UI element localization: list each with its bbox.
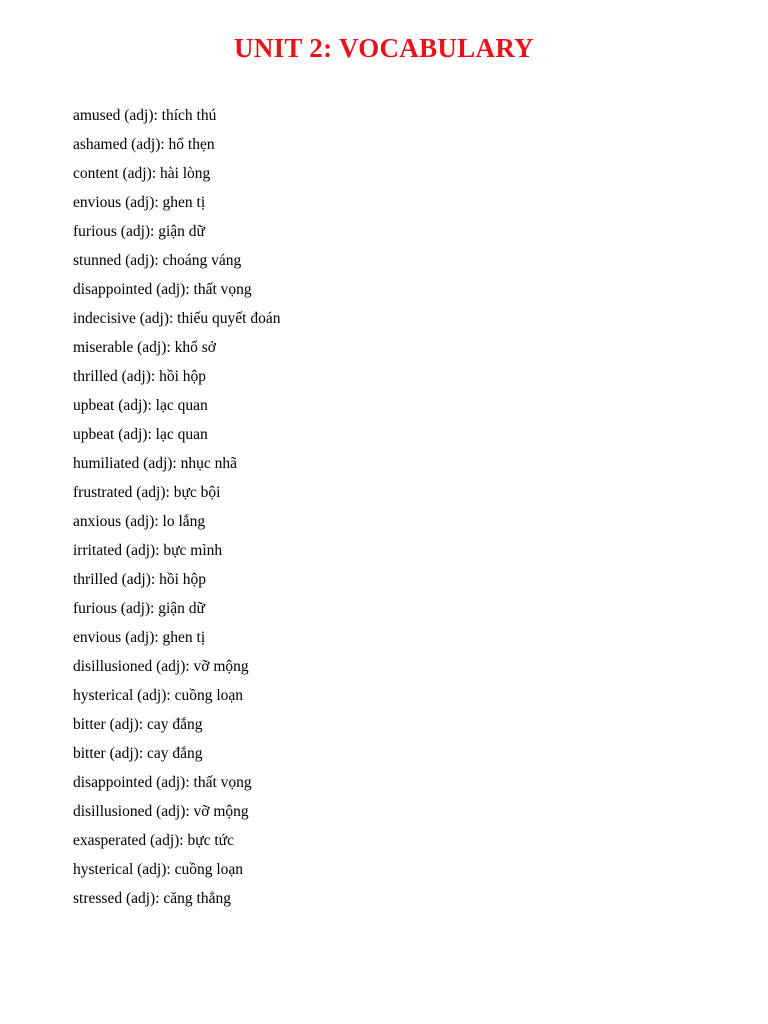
vocabulary-entry: miserable (adj): khổ sở bbox=[73, 339, 216, 356]
vocabulary-entry: anxious (adj): lo lắng bbox=[73, 513, 206, 530]
vocabulary-entry: upbeat (adj): lạc quan bbox=[73, 426, 208, 443]
vocabulary-entry: ashamed (adj): hổ thẹn bbox=[73, 136, 215, 153]
vocabulary-entry: amused (adj): thích thú bbox=[73, 107, 217, 124]
vocabulary-entry: furious (adj): giận dữ bbox=[73, 223, 205, 240]
vocabulary-entry: indecisive (adj): thiếu quyết đoán bbox=[73, 310, 281, 327]
vocabulary-entry: content (adj): hài lòng bbox=[73, 165, 211, 182]
vocabulary-entry: stressed (adj): căng thẳng bbox=[73, 890, 231, 907]
vocabulary-entry: irritated (adj): bực mình bbox=[73, 542, 223, 559]
page-title: UNIT 2: VOCABULARY bbox=[234, 33, 534, 63]
vocabulary-entry: thrilled (adj): hồi hộp bbox=[73, 368, 207, 385]
vocabulary-entry: humiliated (adj): nhục nhã bbox=[73, 455, 237, 472]
vocabulary-entry: disillusioned (adj): vỡ mộng bbox=[73, 803, 249, 820]
vocabulary-entry: envious (adj): ghen tị bbox=[73, 194, 206, 211]
vocabulary-entry: frustrated (adj): bực bội bbox=[73, 484, 221, 501]
vocabulary-entry: hysterical (adj): cuồng loạn bbox=[73, 861, 244, 878]
vocabulary-entry: disappointed (adj): thất vọng bbox=[73, 774, 252, 791]
vocabulary-entry: disillusioned (adj): vỡ mộng bbox=[73, 658, 249, 675]
vocabulary-entry: upbeat (adj): lạc quan bbox=[73, 397, 208, 414]
vocabulary-entry: exasperated (adj): bực tức bbox=[73, 832, 234, 849]
vocabulary-entry: bitter (adj): cay đắng bbox=[73, 716, 203, 733]
vocabulary-entry: thrilled (adj): hồi hộp bbox=[73, 571, 207, 588]
vocabulary-entry: stunned (adj): choáng váng bbox=[73, 252, 242, 269]
vocabulary-entry: bitter (adj): cay đắng bbox=[73, 745, 203, 762]
vocabulary-entry: envious (adj): ghen tị bbox=[73, 629, 206, 646]
vocabulary-entry: hysterical (adj): cuồng loạn bbox=[73, 687, 244, 704]
vocabulary-entry: disappointed (adj): thất vọng bbox=[73, 281, 252, 298]
vocabulary-entry: furious (adj): giận dữ bbox=[73, 600, 205, 617]
vocabulary-list bbox=[73, 101, 280, 913]
